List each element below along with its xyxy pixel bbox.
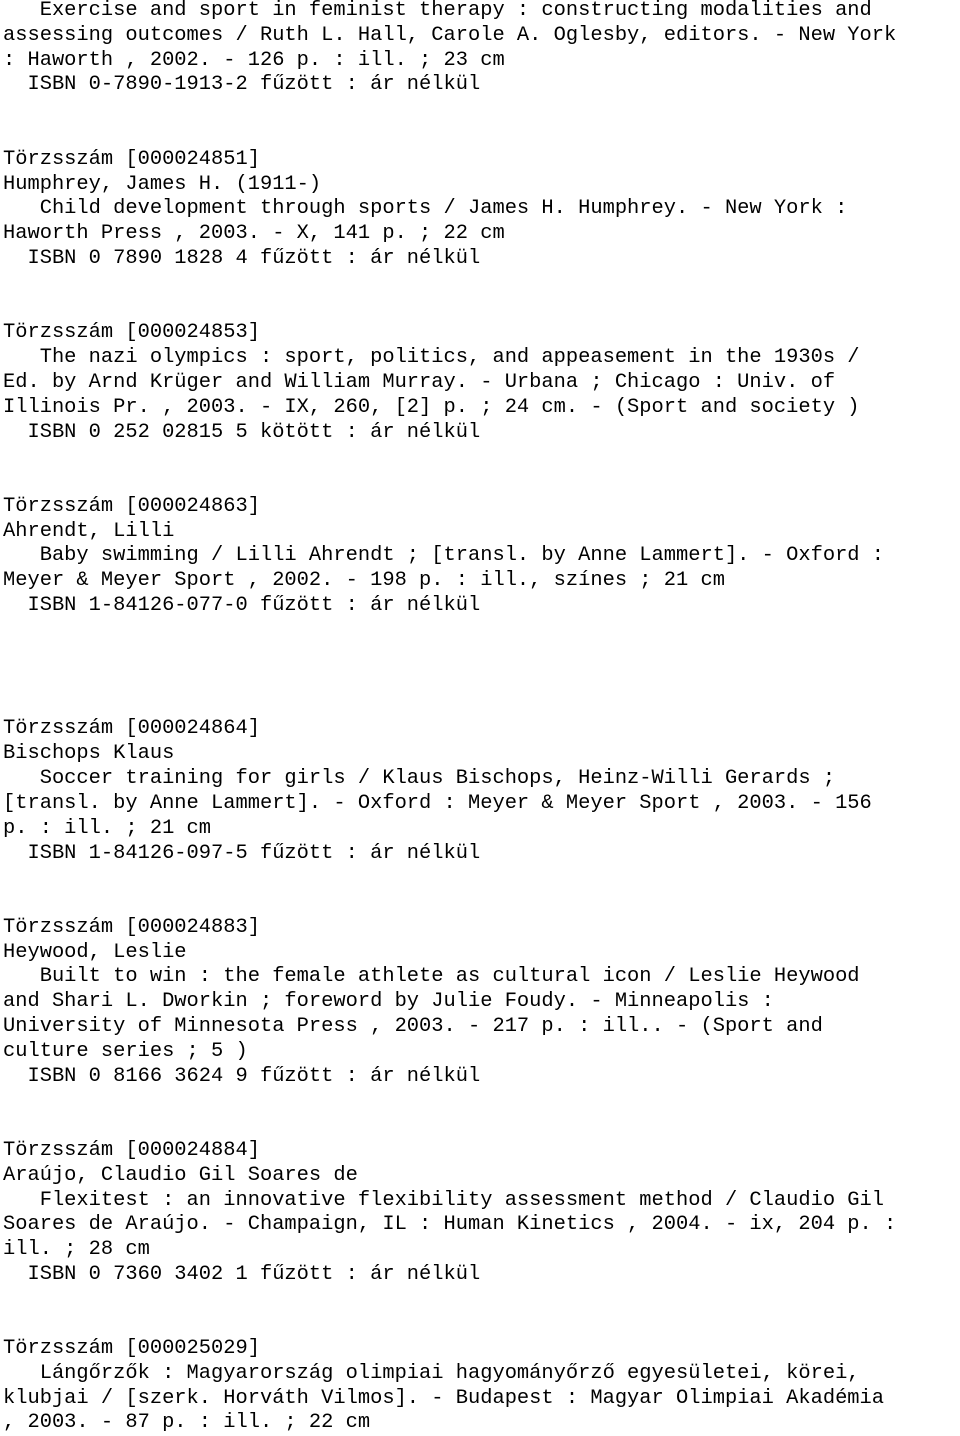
record-line: Illinois Pr. , 2003. - IX, 260, [2] p. ; 24 cm. - (Sport and society ) <box>3 396 860 419</box>
record-line: p. : ill. ; 21 cm <box>3 817 212 840</box>
author-line: Bischops Klaus <box>3 742 175 765</box>
isbn-line: ISBN 1-84126-097-5 fűzött : ár nélkül <box>3 842 481 865</box>
title-line: Soccer training for girls / Klaus Bischops, Heinz-Willi Gerards ; <box>3 767 836 790</box>
isbn-line: ISBN 1-84126-077-0 fűzött : ár nélkül <box>3 594 481 617</box>
title-line: Lángőrzők : Magyarország olimpiai hagyományőrző egyesületei, körei, <box>3 1362 860 1385</box>
record-number: Törzsszám [000024883] <box>3 916 260 939</box>
record-number: Törzsszám [000025029] <box>3 1337 260 1360</box>
record-number: Törzsszám [000024853] <box>3 321 260 344</box>
record-line: ill. ; 28 cm <box>3 1238 150 1261</box>
record-line: Soares de Araújo. - Champaign, IL : Human Kinetics , 2004. - ix, 204 p. : <box>3 1213 897 1236</box>
record-line: culture series ; 5 ) <box>3 1040 248 1063</box>
record-line: klubjai / [szerk. Horváth Vilmos]. - Budapest : Magyar Olimpiai Akadémia <box>3 1387 885 1410</box>
isbn-line: ISBN 0 8166 3624 9 fűzött : ár nélkül <box>3 1065 481 1088</box>
record-line: [transl. by Anne Lammert]. - Oxford : Meyer & Meyer Sport , 2003. - 156 <box>3 792 872 815</box>
title-line: Baby swimming / Lilli Ahrendt ; [transl. by Anne Lammert]. - Oxford : <box>3 544 885 567</box>
record-line: Ed. by Arnd Krüger and William Murray. - Urbana ; Chicago : Univ. of <box>3 371 836 394</box>
record-line: Haworth Press , 2003. - X, 141 p. ; 22 cm <box>3 222 505 245</box>
record-line: University of Minnesota Press , 2003. - 217 p. : ill.. - (Sport and <box>3 1015 823 1038</box>
isbn-line: ISBN 0 252 02815 5 kötött : ár nélkül <box>3 421 481 444</box>
title-line: Built to win : the female athlete as cultural icon / Leslie Heywood <box>3 965 860 988</box>
author-line: Ahrendt, Lilli <box>3 520 175 543</box>
record-line: , 2003. - 87 p. : ill. ; 22 cm <box>3 1411 371 1434</box>
record-number: Törzsszám [000024884] <box>3 1139 260 1162</box>
author-line: Humphrey, James H. (1911-) <box>3 173 322 196</box>
record-number: Törzsszám [000024851] <box>3 148 260 171</box>
isbn-line: ISBN 0-7890-1913-2 fűzött : ár nélkül <box>3 73 481 96</box>
isbn-line: ISBN 0 7360 3402 1 fűzött : ár nélkül <box>3 1263 481 1286</box>
author-line: Heywood, Leslie <box>3 941 187 964</box>
title-line: The nazi olympics : sport, politics, and appeasement in the 1930s / <box>3 346 860 369</box>
author-line: Araújo, Claudio Gil Soares de <box>3 1164 358 1187</box>
record-line: and Shari L. Dworkin ; foreword by Julie Foudy. - Minneapolis : <box>3 990 774 1013</box>
record-number: Törzsszám [000024863] <box>3 495 260 518</box>
record-line: assessing outcomes / Ruth L. Hall, Carole A. Oglesby, editors. - New York <box>3 24 897 47</box>
record-line: Meyer & Meyer Sport , 2002. - 198 p. : ill., színes ; 21 cm <box>3 569 725 592</box>
record-number: Törzsszám [000024864] <box>3 717 260 740</box>
title-line: Child development through sports / James H. Humphrey. - New York : <box>3 197 848 220</box>
isbn-line: ISBN 0 7890 1828 4 fűzött : ár nélkül <box>3 247 481 270</box>
title-line: Exercise and sport in feminist therapy : constructing modalities and <box>3 0 872 22</box>
title-line: Flexitest : an innovative flexibility assessment method / Claudio Gil <box>3 1189 885 1212</box>
record-line: : Haworth , 2002. - 126 p. : ill. ; 23 cm <box>3 49 505 72</box>
